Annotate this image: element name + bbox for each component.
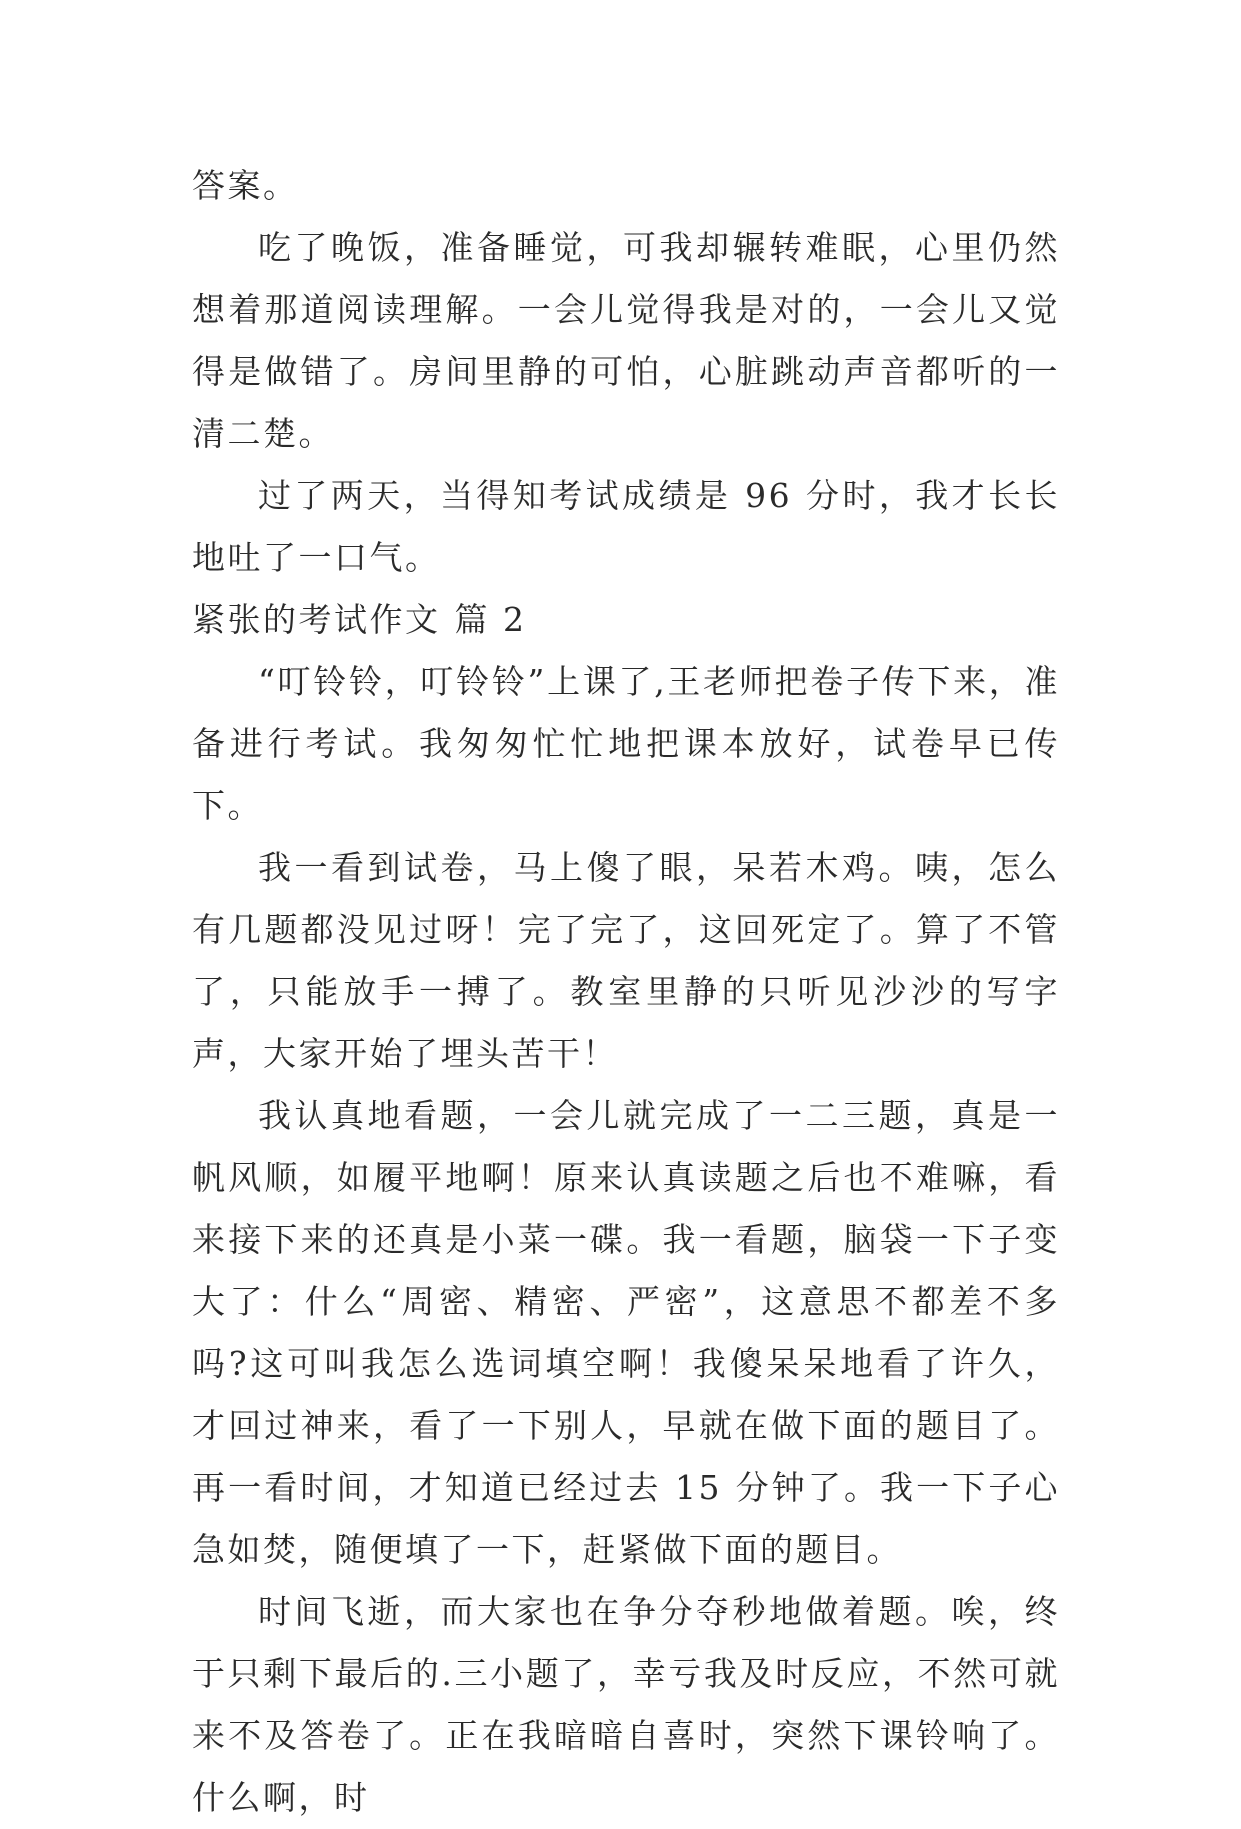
paragraph-score: 过了两天，当得知考试成绩是 96 分时，我才长长地吐了一口气。	[192, 476, 1060, 577]
essay-number: 篇 2	[454, 600, 527, 639]
paragraph-bell: “叮铃铃，叮铃铃”上课了,王老师把卷子传下来，准备进行考试。我匆匆忙忙地把课本放好，试卷早已传下。	[192, 662, 1060, 825]
paragraph-time-flies: 时间飞逝，而大家也在争分夺秒地做着题。唉，终于只剩下最后的.三小题了，幸亏我及时反应，不然可就来不及答卷了。正在我暗暗自喜时，突然下课铃响了。什么啊，时	[192, 1592, 1060, 1817]
paragraph-answer: 答案。	[192, 166, 299, 205]
paragraph-first-look: 我一看到试卷，马上傻了眼，呆若木鸡。咦，怎么有几题都没见过呀！完了完了，这回死定了。算了不管了，只能放手一搏了。教室里静的只听见沙沙的写字声，大家开始了埋头苦干！	[192, 848, 1060, 1073]
essay-heading	[192, 589, 1060, 651]
paragraph-reading-questions: 我认真地看题，一会儿就完成了一二三题，真是一帆风顺，如履平地啊！原来认真读题之后也不难嘛，看来接下来的还真是小菜一碟。我一看题，脑袋一下子变大了：什么“周密、精密、严密”，这意思不都差不多吗?这可叫我怎么选词填空啊！我傻呆呆地看了许久，才回过神来，看了一下别人，早就在做下面的题目了。再一看时间，才知道已经过去 15 分钟了。我一下子心急如焚，随便填了一下，赶紧做下面的题目。	[192, 1096, 1060, 1569]
paragraph-after-dinner: 吃了晚饭，准备睡觉，可我却辗转难眠，心里仍然想着那道阅读理解。一会儿觉得我是对的，一会儿又觉得是做错了。房间里静的可怕，心脏跳动声音都听的一清二楚。	[192, 228, 1060, 453]
essay-title: 紧张的考试作文	[192, 600, 441, 639]
document-body	[192, 155, 1060, 1829]
